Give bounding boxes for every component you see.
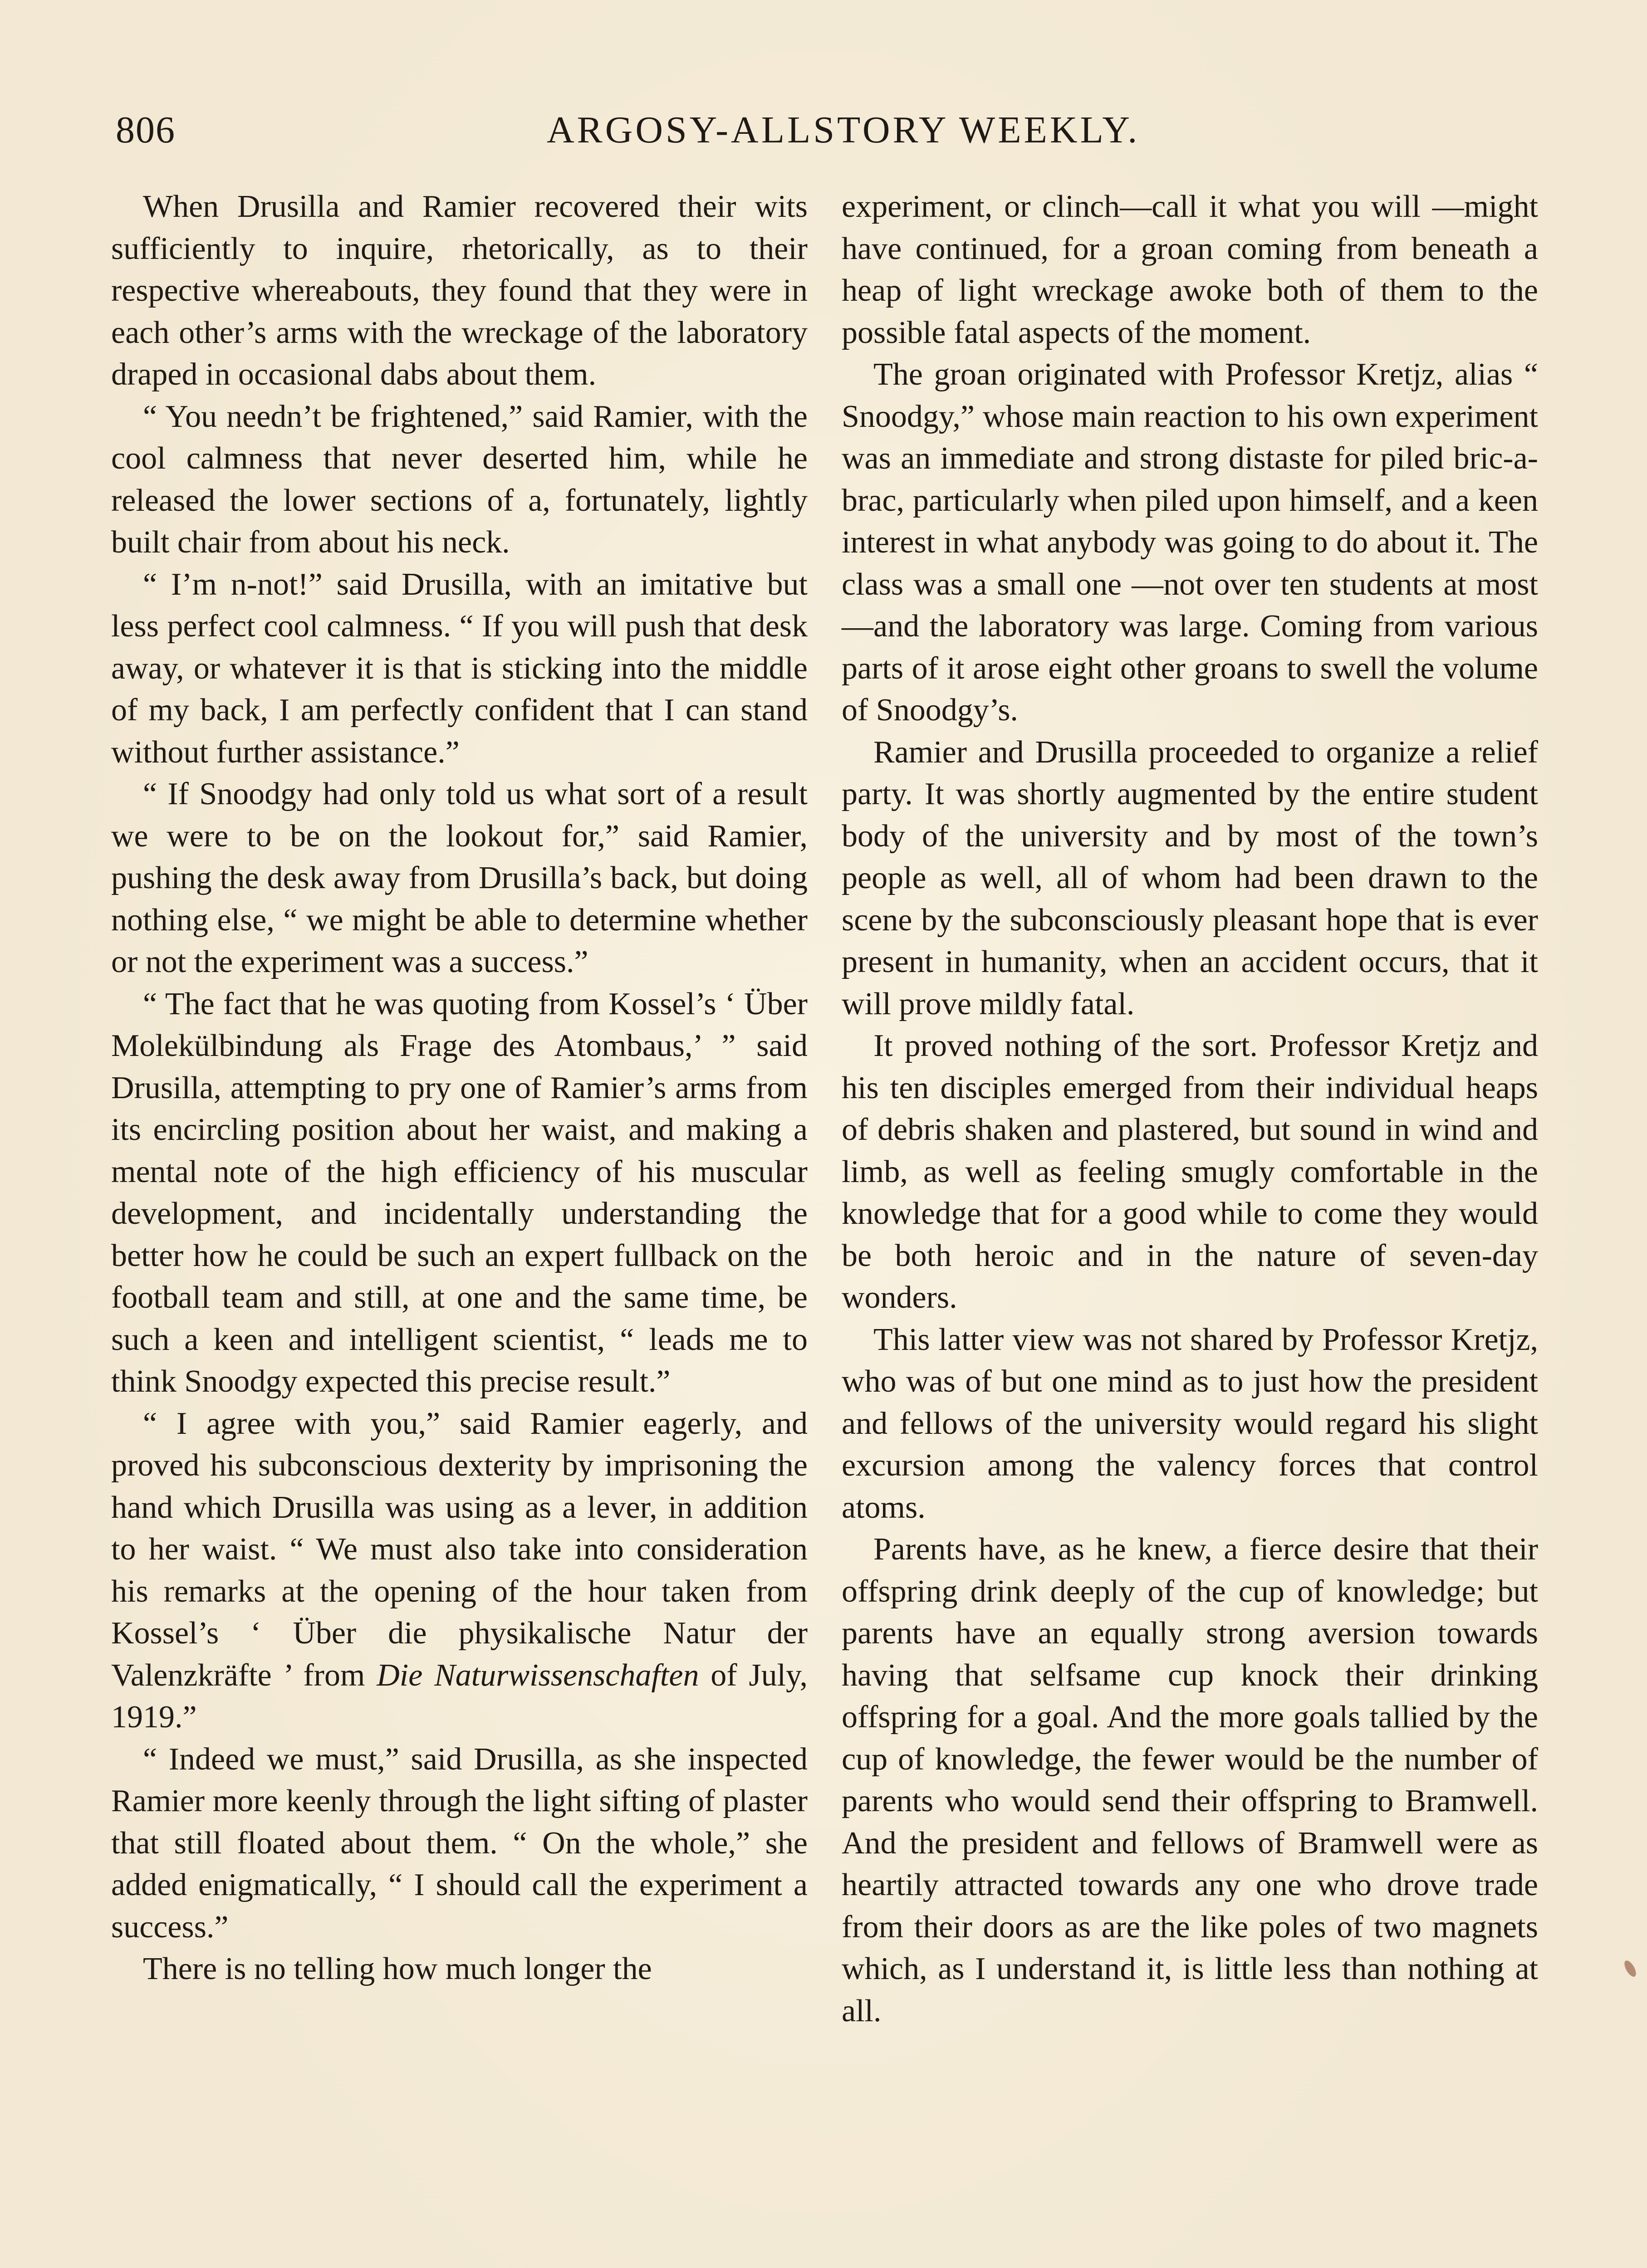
paragraph: It proved nothing of the sort. Professor Kretjz and his ten disciples emerged from their individual heaps of debris shaken and plastered, but sound in wind and limb, as well as feeling smugly comfortable in the knowledge that for a good while to come they would be both heroic and in the nature of seven-day wonders. [842, 1028, 1538, 1315]
paragraph-text: of July, 1919.” [111, 1657, 808, 1735]
paragraph: experiment, or clinch—call it what you will —might have continued, for a groan coming from beneath a heap of light wreckage awoke both of them to the possible fatal aspects of the moment. [842, 189, 1538, 350]
right-column [842, 186, 1538, 2032]
paragraph: There is no telling how much longer the [143, 1951, 652, 1986]
paragraph: “ I’m n-not!” said Drusilla, with an imitative but less perfect cool calmness. “ If you will push that desk away, or whatever it is that is sticking into the middle of my back, I am perfectly confident that I can stand without further assistance.” [111, 567, 808, 770]
paragraph-text: “ I agree with you,” said Ramier eagerly, and proved his subconscious dexterity by imprisoning the hand which Drusilla was using as a lever, in addition to her waist. “ We must also take into consideration his remarks at the opening of the hour taken from Kossel’s ‘ Über die physikalische Natur der Valenzkräfte ’ from [111, 1406, 808, 1693]
paragraph: This latter view was not shared by Professor Kretjz, who was of but one mind as to just how the president and fellows of the university would regard his slight excursion among the valency forces that control atoms. [842, 1322, 1538, 1525]
paragraph: Parents have, as he knew, a fierce desire that their offspring drink deeply of the cup of knowledge; but parents have an equally strong aversion towards having that selfsame cup knock their drinking offspring for a goal. And the more goals tallied by the cup of knowledge, the fewer would be the number of parents who would send their offspring to Bramwell. And the president and fellows of Bramwell were as heartily attracted towards any one who drove trade from their doors as are the like poles of two magnets which, as I understand it, is little less than nothing at all. [842, 1532, 1538, 2028]
left-column [111, 186, 808, 1990]
paragraph: “ The fact that he was quoting from Kossel’s ‘ Über Molekülbindung als Frage des Atombaus,’ ” said Drusilla, attempting to pry one of Ramier’s arms from its encircling position about her waist, and making a mental note of the high efficiency of his muscular development, and incidentally understanding the better how he could be such an expert fullback on the football team and still, at one and the same time, be such a keen and intelligent scientist, “ leads me to think Snoodgy expected this precise result.” [111, 986, 808, 1399]
page-header [116, 105, 1531, 155]
journal-title: Die Naturwissenschaften [377, 1657, 699, 1693]
paragraph: “ You needn’t be frightened,” said Ramier, with the cool calmness that never deserted him, while he released the lower sections of a, fortunately, lightly built chair from about his neck. [111, 399, 808, 560]
paper-stain [1622, 1959, 1638, 1979]
paragraph: The groan originated with Professor Kretjz, alias “ Snoodgy,” whose main reaction to his own experiment was an immediate and strong distaste for piled bric-a-brac, particularly when piled upon himself, and a keen interest in what anybody was going to do about it. The class was a small one —not over ten students at most—and the laboratory was large. Coming from various parts of it arose eight other groans to swell the volume of Snoodgy’s. [842, 357, 1538, 728]
paragraph: When Drusilla and Ramier recovered their wits sufficiently to inquire, rhetorically, as to their respective whereabouts, they found that they were in each other’s arms with the wreckage of the laboratory draped in occasional dabs about them. [111, 189, 808, 392]
paragraph: “ If Snoodgy had only told us what sort of a result we were to be on the lookout for,” said Ramier, pushing the desk away from Drusilla’s back, but doing nothing else, “ we might be able to determine whether or not the experiment was a success.” [111, 777, 808, 979]
paragraph: Ramier and Drusilla proceeded to organize a relief party. It was shortly augmented by the entire student body of the university and by most of the town’s people as well, all of whom had been drawn to the scene by the subconsciously pleasant hope that is ever present in humanity, when an accident occurs, that it will prove mildly fatal. [842, 734, 1538, 1022]
paragraph [111, 1403, 808, 1739]
paragraph: “ Indeed we must,” said Drusilla, as she inspected Ramier more keenly through the light sifting of plaster that still floated about them. “ On the whole,” she added enigmatically, “ I should call the experiment a success.” [111, 1741, 808, 1945]
page-number: 806 [116, 109, 176, 151]
running-head: ARGOSY-ALLSTORY WEEKLY. [547, 109, 1140, 151]
